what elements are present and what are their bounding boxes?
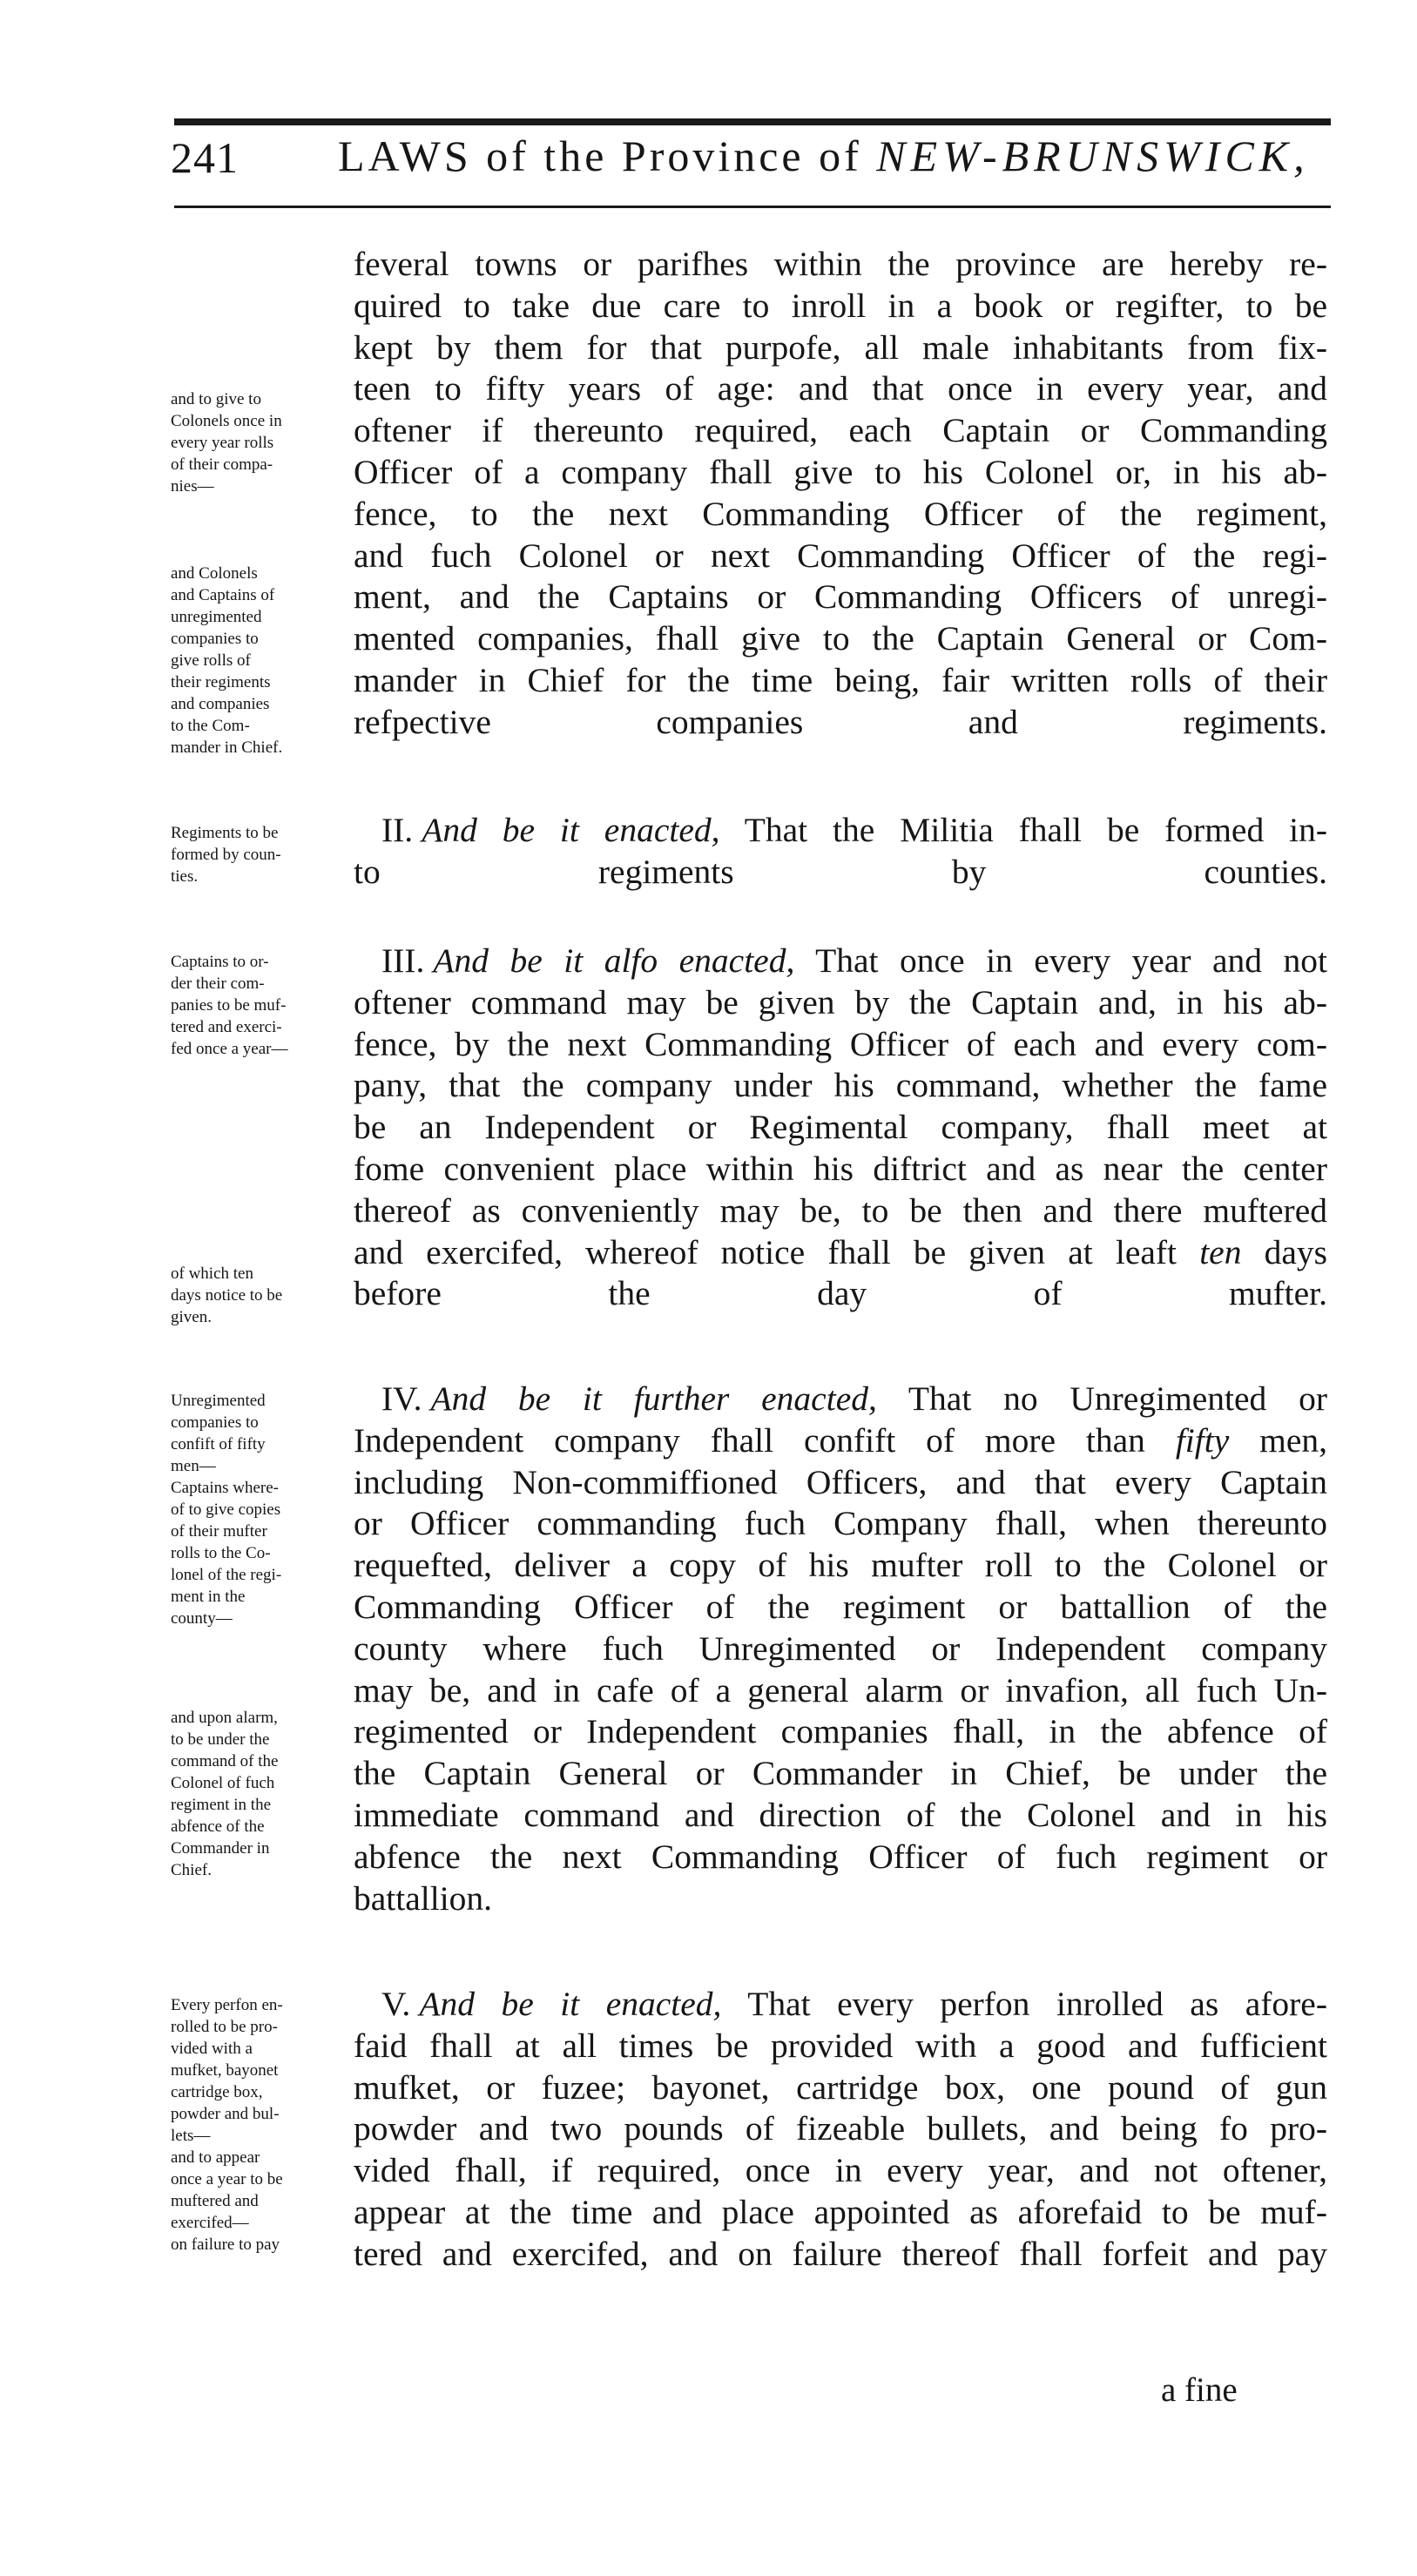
text-line: the Captain General or Commander in Chief, be under the bbox=[354, 1754, 1327, 1793]
section-numeral: II. bbox=[381, 811, 414, 849]
text-line: battallion. bbox=[354, 1878, 493, 1918]
text-line: ment, and the Captains or Commanding Officers of unregi- bbox=[354, 577, 1327, 617]
text-line: faid fhall at all times be provided with a good and fufficient bbox=[354, 2026, 1327, 2065]
text-line: regimented or Independent companies fhall, in the abfence of bbox=[354, 1712, 1327, 1751]
margin-note-regiments-by-counties: Regiments to be formed by coun- ties. bbox=[171, 824, 281, 886]
text-line: thereof as conveniently may be, to be then and there muftered bbox=[354, 1190, 1327, 1230]
text-line: mented companies, fhall give to the Captain General or Com- bbox=[354, 619, 1327, 658]
enacting-formula: And be it alfo enacted, bbox=[433, 941, 795, 980]
text-line: county where fuch Unregimented or Independent company bbox=[354, 1629, 1327, 1668]
text-line: tered and exercifed, and on failure thereof fhall forfeit and pay bbox=[354, 2234, 1327, 2273]
text-line: including Non-commiffioned Officers, and that every Captain bbox=[354, 1462, 1327, 1501]
text-run: days bbox=[1264, 1232, 1328, 1271]
text-line: mander in Chief for the time being, fair written rolls of their bbox=[354, 660, 1327, 699]
text-run: Independent company fhall confift of more than bbox=[354, 1420, 1145, 1460]
margin-note-rolls-to-commander: and Colonels and Captains of unregimented companies to give rolls of their regiments and companies to the Com- mander in Chief. bbox=[171, 564, 283, 757]
section-numeral: III. bbox=[381, 941, 425, 980]
text-run: That the Militia fhall be formed in- bbox=[744, 811, 1327, 849]
text-line: requefted, deliver a copy of his mufter roll to the Colonel or bbox=[354, 1546, 1327, 1585]
text-line: fence, to the next Commanding Officer of the regiment, bbox=[354, 494, 1327, 533]
text-line: vided fhall, if required, once in every year, and not oftener, bbox=[354, 2151, 1327, 2190]
text-line: appear at the time and place appointed as aforefaid to be muf- bbox=[354, 2192, 1327, 2231]
text-line: before the day of mufter. bbox=[354, 1274, 1327, 1313]
section-iv bbox=[354, 1379, 1327, 1919]
margin-note-ten-days-notice: of which ten days notice to be given. bbox=[171, 1264, 283, 1326]
text-line bbox=[354, 1379, 1327, 1420]
text-line: Commanding Officer of the regiment or battallion of the bbox=[354, 1587, 1327, 1626]
margin-note-unregimented-companies: Unregimented companies to confift of fifty men— Captains where- of to give copies of their mufter rolls to the Co- lonel of the regi- ment in the county— bbox=[171, 1392, 282, 1628]
text-line bbox=[354, 941, 1327, 982]
text-line bbox=[354, 1232, 1327, 1274]
text-line: teen to fifty years of age: and that once in every year, and bbox=[354, 369, 1327, 408]
text-line: abfence the next Commanding Officer of fuch regiment or bbox=[354, 1837, 1327, 1876]
section-numeral: V. bbox=[381, 1985, 411, 2023]
section-v bbox=[354, 1984, 1327, 2276]
text-line: kept by them for that purpofe, all male inhabitants from fix- bbox=[354, 327, 1327, 367]
text-line: to regiments by counties. bbox=[354, 852, 1327, 891]
text-line: mufket, or fuzee; bayonet, cartridge box, one pound of gun bbox=[354, 2067, 1327, 2107]
text-run: That every perfon inrolled as afore- bbox=[747, 1985, 1327, 2023]
margin-note-arms-and-muster: Every perfon en- rolled to be pro- vided with a mufket, bayonet cartridge box, powder and bul- lets— and to appear once a year to be muftered and exercifed— on failure to pay bbox=[171, 1996, 283, 2254]
text-run: That no Unregimented or bbox=[908, 1379, 1327, 1418]
margin-note-muster-once-a-year: Captains to or- der their com- panies to be muf- tered and exerci- fed once a year— bbox=[171, 953, 288, 1058]
margin-note-rolls-to-colonels: and to give to Colonels once in every year rolls of their compa- nies— bbox=[171, 390, 282, 496]
enacting-formula: And be it further enacted, bbox=[430, 1379, 877, 1418]
text-line: refpective companies and regiments. bbox=[354, 702, 1327, 741]
enacting-formula: And be it enacted, bbox=[422, 811, 720, 849]
text-run: and exercifed, whereof notice fhall be given at leaft bbox=[354, 1232, 1177, 1271]
catchword: a fine bbox=[1161, 2371, 1238, 2409]
header-rule-top bbox=[174, 118, 1331, 125]
text-line bbox=[354, 810, 1327, 852]
text-line: fome convenient place within his diftrict and as near the center bbox=[354, 1149, 1327, 1188]
section-ii bbox=[354, 810, 1327, 894]
text-run-italic: fifty bbox=[1175, 1420, 1230, 1460]
text-line: quired to take due care to inroll in a book or regifter, to be bbox=[354, 286, 1327, 325]
text-line: oftener command may be given by the Captain and, in his ab- bbox=[354, 982, 1327, 1022]
text-line: be an Independent or Regimental company, fhall meet at bbox=[354, 1108, 1327, 1147]
text-line bbox=[354, 1984, 1327, 2026]
enacting-formula: And be it enacted, bbox=[419, 1985, 722, 2023]
section-iii bbox=[354, 941, 1327, 1315]
running-head bbox=[338, 131, 1310, 181]
paragraph-continued bbox=[354, 244, 1327, 744]
text-line: immediate command and direction of the Colonel and in his bbox=[354, 1795, 1327, 1834]
text-run: men, bbox=[1259, 1420, 1328, 1460]
text-line bbox=[354, 1420, 1327, 1462]
page-number: 241 bbox=[171, 133, 239, 182]
running-head-prefix: LAWS of the Province of bbox=[338, 131, 862, 180]
text-line: fence, by the next Commanding Officer of each and every com- bbox=[354, 1024, 1327, 1063]
text-line: feveral towns or parifhes within the province are hereby re- bbox=[354, 245, 1327, 283]
running-head-province: NEW-BRUNSWICK, bbox=[876, 131, 1310, 180]
text-line: and fuch Colonel or next Commanding Officer of the regi- bbox=[354, 536, 1327, 575]
text-line: Officer of a company fhall give to his Colonel or, in his ab- bbox=[354, 452, 1327, 491]
header-rule-bottom bbox=[174, 206, 1331, 208]
section-numeral: IV. bbox=[381, 1379, 422, 1418]
margin-note-upon-alarm: and upon alarm, to be under the command of the Colonel of fuch regiment in the abfence of the Commander in Chief. bbox=[171, 1709, 279, 1879]
text-run-italic: ten bbox=[1199, 1232, 1242, 1271]
text-line: pany, that the company under his command, whether the fame bbox=[354, 1066, 1327, 1105]
text-line: powder and two pounds of fizeable bullets, and being fo pro- bbox=[354, 2109, 1327, 2148]
text-line: may be, and in cafe of a general alarm or invafion, all fuch Un- bbox=[354, 1670, 1327, 1709]
text-run: That once in every year and not bbox=[815, 941, 1327, 980]
text-line: oftener if thereunto required, each Captain or Commanding bbox=[354, 411, 1327, 450]
text-line: or Officer commanding fuch Company fhall, when thereunto bbox=[354, 1504, 1327, 1543]
